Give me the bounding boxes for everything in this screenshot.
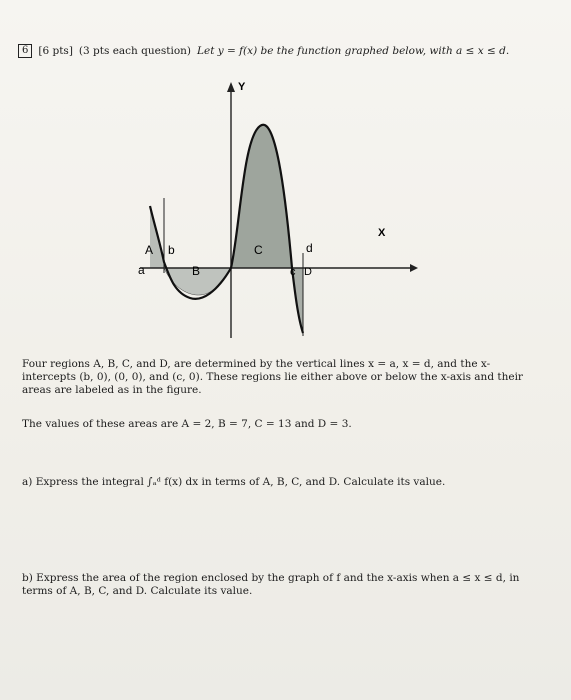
points-label: [6 pts] (38, 45, 73, 57)
axis-y-label: Y (238, 81, 246, 93)
label-B: B (192, 264, 201, 278)
question-b: b) Express the area of the region enclosed by the graph of f and the x-axis when a ≤ x ≤ d, in terms of A, B, C, and D. Calculate its value. (22, 572, 520, 597)
axis-x-label: X (378, 227, 386, 239)
question-number: 6 (18, 44, 32, 58)
label-b: b (168, 243, 175, 257)
label-a: a (138, 263, 145, 277)
question-header (18, 44, 558, 58)
question-a: a) Express the integral ∫ₐᵈ f(x) dx in terms of A, B, C, and D. Calculate its value. (22, 476, 446, 488)
label-C: C (254, 243, 263, 257)
paragraph-values: The values of these areas are A = 2, B = 7, C = 13 and D = 3. (22, 418, 352, 430)
paragraph-regions: Four regions A, B, C, and D, are determined by the vertical lines x = a, x = d, and the x-intercepts (b, 0), (0, 0), and (c, 0). These regions lie either above or below the x-axis and their areas are labeled as in the figure. (22, 358, 523, 396)
label-D: D (304, 266, 312, 278)
label-c: c (290, 266, 296, 278)
question-prompt: Let y = f(x) be the function graphed below, with a ≤ x ≤ d. (197, 45, 510, 57)
y-axis-arrow (227, 82, 235, 92)
label-d: d (306, 241, 313, 255)
x-axis-arrow (410, 264, 418, 272)
function-graph (120, 78, 450, 348)
points-each-label: (3 pts each question) (78, 45, 192, 57)
label-A: A (145, 243, 154, 257)
